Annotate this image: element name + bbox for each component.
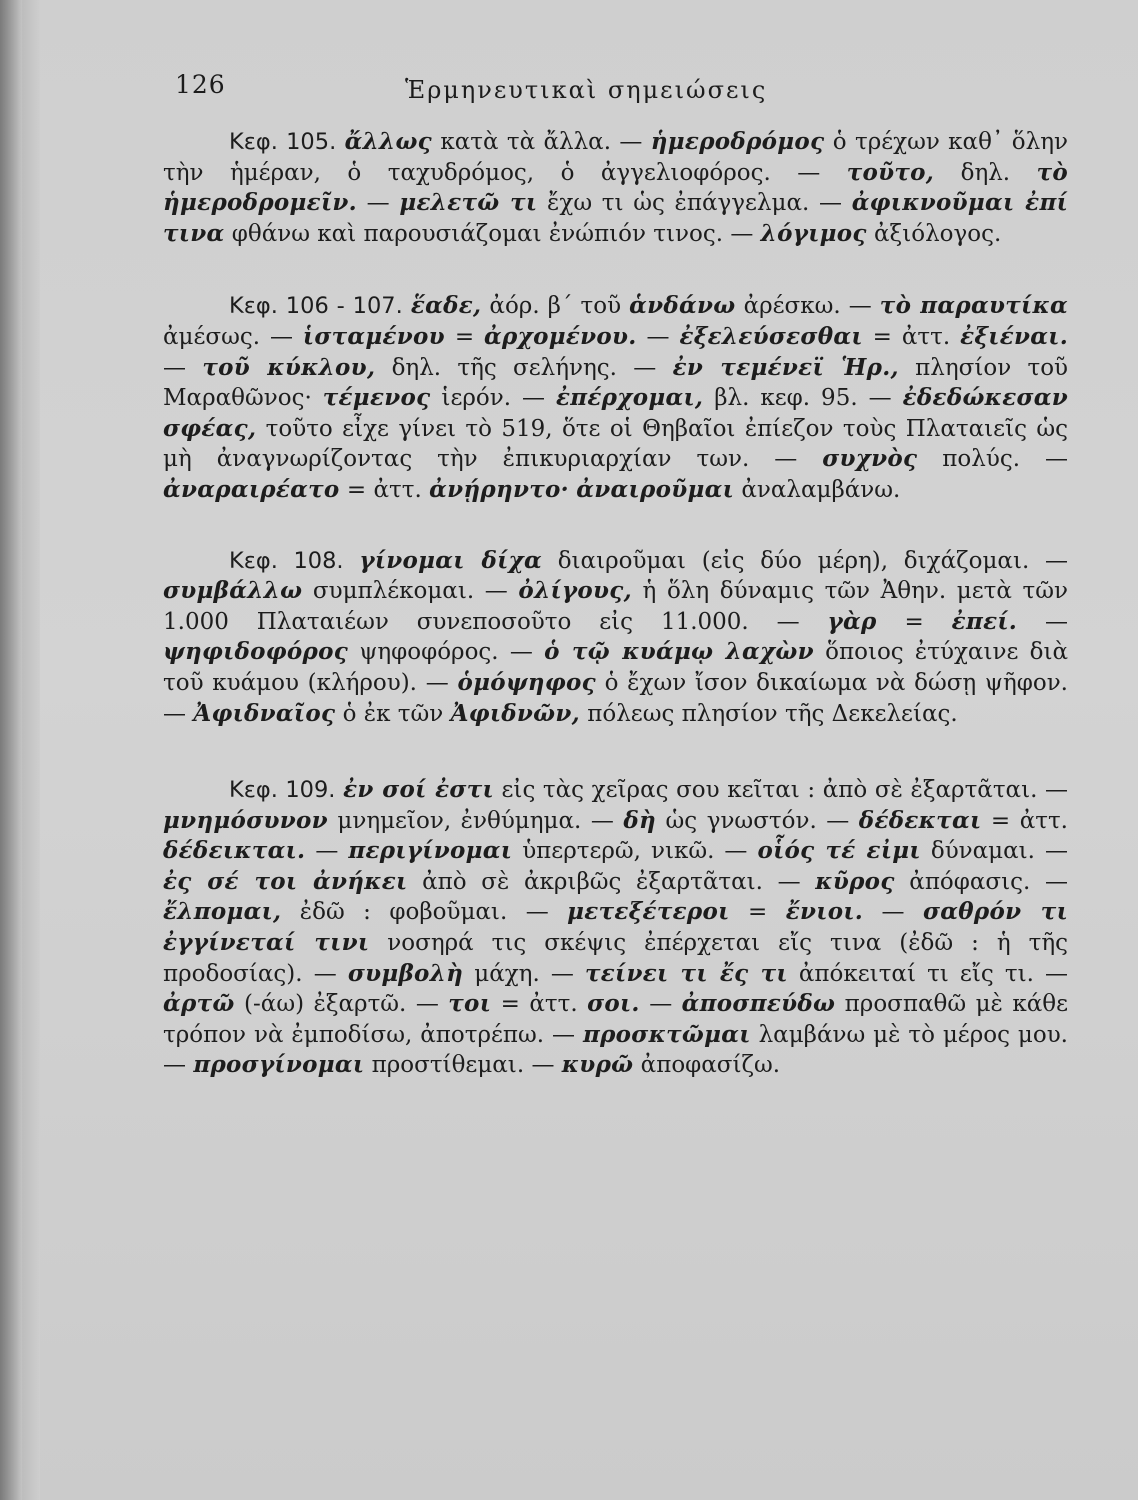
- page-number: 126: [175, 70, 226, 99]
- gloss-text: νοσηρά τις σκέψις ἐπέρχεται εἴς τινα (ἐδῶ : ἡ τῆς προδοσίας). —: [163, 930, 1069, 987]
- lemma-term: συχνὸς: [822, 445, 918, 473]
- lemma-term: συμβολὴ: [347, 959, 464, 987]
- gloss-text: ἔχω τι ὡς ἐπάγγελμα. —: [537, 190, 852, 217]
- chapter-note-105: [163, 127, 1068, 249]
- gloss-text: δηλ. τῆς σελήνης. —: [375, 354, 673, 381]
- lemma-term: ἀποσπεύδω: [681, 990, 836, 1018]
- gloss-text: τοῦτο εἶχε γίνει τὸ 519, ὅτε οἱ Θηβαῖοι ἐπίεζον τοὺς Πλαταιεῖς ὡς μὴ ἀναγνωρίζοντας τὴν ἐπικυριαρχίαν των. —: [163, 415, 1068, 473]
- lemma-term: ἐξελεύσεσθαι: [679, 322, 863, 350]
- lemma-term: δέδεκται: [858, 806, 982, 834]
- gloss-text: ἐδῶ : φοβοῦμαι. —: [281, 899, 568, 926]
- gloss-text: =: [876, 608, 952, 635]
- lemma-term: ἐδεδώκεσαν σφέας,: [163, 384, 1068, 442]
- lemma-term: ἀρτῶ: [163, 990, 235, 1018]
- lemma-term: ἐπεί.: [951, 607, 1018, 635]
- gloss-text: διαιροῦμαι (εἰς δύο μέρη), διχάζομαι. —: [541, 547, 1069, 574]
- lemma-term: κῦρος: [815, 867, 895, 895]
- gloss-text: εἰς τὰς χεῖρας σου κεῖται : ἀπὸ σὲ ἐξαρτᾶται. —: [493, 777, 1069, 804]
- lemma-term: οἷός τέ εἰμι: [757, 837, 921, 865]
- chapter-note-109: [163, 775, 1068, 1081]
- lemma-term: ὀλίγους,: [518, 577, 632, 605]
- gloss-text: ἀπόκειταί τι εἴς τι. —: [787, 960, 1069, 987]
- lemma-term: δὴ: [623, 806, 657, 834]
- lemma-term: ψηφιδοφόρος: [163, 638, 349, 666]
- lemma-term: γὰρ: [827, 607, 877, 635]
- commentary-body: [163, 127, 1068, 1123]
- gloss-text: —: [356, 190, 400, 217]
- lemma-term: ἄλλως: [344, 128, 432, 155]
- lemma-term: ἐς σέ τοι ἀνήκει: [163, 867, 408, 895]
- gloss-text: —: [636, 323, 680, 350]
- lemma-term: τοῦ κύκλου,: [202, 353, 376, 381]
- lemma-term: γίνομαι δίχα: [359, 546, 542, 574]
- gloss-text: πόλεως πλησίον τῆς Δεκελείας.: [579, 700, 958, 727]
- lemma-term: τοι: [448, 990, 492, 1018]
- gloss-text: προστίθεμαι. —: [364, 1052, 562, 1079]
- book-gutter-shadow: [0, 0, 22, 1500]
- lemma-term: κυρῶ: [561, 1051, 634, 1079]
- lemma-term: ἀναραιρέατο: [163, 475, 340, 503]
- gloss-text: ἀόρ. β´ τοῦ: [481, 293, 630, 320]
- gloss-text: ἀποφασίζω.: [633, 1052, 781, 1079]
- lemma-term: Ἀφιδναῖος: [193, 699, 336, 727]
- chapter-note-text: [163, 548, 1068, 727]
- book-gutter-edge: [22, 0, 40, 1500]
- lemma-term: τείνει τι ἔς τι: [585, 959, 788, 987]
- gloss-text: δηλ.: [934, 159, 1037, 186]
- gloss-text: ὡς γνωστόν. —: [656, 807, 859, 834]
- chapter-heading: Κεφ. 108.: [229, 547, 344, 574]
- lemma-term: δέδεικται.: [163, 837, 306, 865]
- gloss-text: ὁ ἔχων ἴσον δικαίωμα νὰ δώσῃ ψῆφον. —: [163, 669, 1068, 727]
- lemma-term: ἐν τεμένεϊ Ἡρ.,: [672, 353, 899, 381]
- gloss-text: ἱερόν. —: [430, 385, 556, 412]
- lemma-term: προσκτῶμαι: [582, 1020, 751, 1048]
- gloss-text: ὁ ἐκ τῶν: [335, 700, 451, 727]
- lemma-term: τὸ παραυτίκα: [879, 292, 1068, 320]
- gloss-text: = ἀττ.: [981, 807, 1068, 834]
- lemma-term: λόγιμος: [760, 219, 867, 247]
- chapter-note-text: [163, 293, 1068, 503]
- lemma-term: ὁμόψηφος: [457, 668, 596, 696]
- gloss-text: (-άω) ἐξαρτῶ. —: [234, 991, 449, 1018]
- lemma-term: ἁνδάνω: [629, 292, 736, 320]
- lemma-term: ἐπέρχομαι,: [555, 384, 704, 412]
- gloss-text: = ἀττ.: [491, 991, 588, 1018]
- lemma-term: ὁ τῷ κυάμῳ λαχὼν: [544, 638, 814, 666]
- running-title: Ἑρμηνευτικαὶ σημειώσεις: [405, 76, 768, 104]
- lemma-term: ἀφικνοῦμαι ἐπί τινα: [163, 189, 1069, 247]
- gloss-text: βλ. κεφ. 95. —: [703, 385, 903, 412]
- lemma-term: ἔνιοι.: [785, 898, 864, 926]
- gloss-text: ψηφοφόρος. —: [348, 639, 545, 666]
- lemma-term: ἀναιροῦμαι: [576, 475, 735, 503]
- chapter-heading: Κεφ. 105.: [229, 129, 337, 155]
- gloss-text: ὑπερτερῶ, νικῶ. —: [512, 838, 758, 865]
- lemma-term: σαθρόν τι ἐγγίνεταί τινι: [163, 898, 1069, 957]
- lemma-term: τέμενος: [322, 384, 431, 412]
- gloss-text: μάχη. —: [463, 960, 585, 987]
- lemma-term: μνημόσυνον: [163, 806, 328, 834]
- gloss-text: ὅποιος ἐτύχαινε διὰ τοῦ κυάμου (κλήρου). —: [163, 639, 1069, 696]
- chapter-note-108: [163, 546, 1068, 730]
- gloss-text: ἀμέσως. —: [163, 323, 303, 350]
- gloss-text: λαμβάνω μὲ τὸ μέρος μου. —: [163, 1021, 1068, 1079]
- gloss-text: =: [729, 899, 786, 926]
- gloss-text: ἀναλαμβάνω.: [734, 476, 901, 503]
- chapter-heading: Κεφ. 106 - 107.: [229, 293, 403, 320]
- gloss-text: δύναμαι. —: [920, 838, 1069, 865]
- gloss-text: πλησίον τοῦ Μαραθῶνος·: [163, 354, 1069, 412]
- lemma-term: μετεξέτεροι: [567, 898, 730, 926]
- chapter-heading: Κεφ. 109.: [229, 777, 336, 804]
- lemma-term: προσγίνομαι: [193, 1051, 365, 1079]
- lemma-term: ἀρχομένου.: [484, 322, 637, 350]
- page-header: [175, 70, 1075, 110]
- gloss-text: = ἀττ.: [339, 476, 430, 503]
- lemma-term: ἱσταμένου: [302, 322, 445, 350]
- lemma-term: μελετῶ τι: [399, 189, 538, 217]
- gloss-text: =: [444, 323, 485, 350]
- gloss-text: ἀξιόλογος.: [866, 220, 1002, 247]
- lemma-term: ἐν σοί ἐστι: [343, 776, 494, 804]
- chapter-note-text: [163, 777, 1068, 1078]
- gloss-text: πολύς. —: [917, 446, 1068, 473]
- gloss-text: —: [305, 838, 349, 865]
- gloss-text: μνημεῖον, ἐνθύμημα. —: [327, 807, 624, 834]
- lemma-term: συμβάλλω: [163, 577, 303, 605]
- lemma-term: ἐξιέναι.: [960, 322, 1069, 350]
- gloss-text: —: [163, 354, 203, 381]
- chapter-note-106-107: [163, 291, 1068, 505]
- gloss-text: ἀρέσκω. —: [735, 293, 880, 320]
- lemma-term: ἔλπομαι,: [163, 898, 282, 926]
- gloss-text: ἀπόφασις. —: [894, 868, 1068, 895]
- lemma-term: σοι.: [587, 990, 640, 1018]
- lemma-term: ἀνῄρηντο·: [429, 475, 569, 503]
- gloss-text: —: [1017, 608, 1068, 635]
- gloss-text: προσπαθῶ μὲ κάθε τρόπον νὰ ἐμποδίσω, ἀποτρέπω. —: [163, 991, 1068, 1048]
- gloss-text: —: [863, 899, 923, 926]
- lemma-term: περιγίνομαι: [348, 837, 513, 865]
- gloss-text: φθάνω καὶ παρουσιάζομαι ἐνώπιόν τινος. —: [224, 220, 761, 247]
- lemma-term: Ἀφιδνῶν,: [450, 699, 580, 727]
- gloss-text: —: [639, 991, 682, 1018]
- lemma-term: τὸ ἡμεροδρομεῖν.: [163, 158, 1068, 217]
- gloss-text: ὁ τρέχων καθ᾽ ὅλην τὴν ἡμέραν, ὁ ταχυδρόμος, ὁ ἀγγελιοφόρος. —: [163, 129, 1068, 186]
- gloss-text: ἡ ὅλη δύναμις τῶν Ἀθην. μετὰ τῶν 1.000 Πλαταιέων συνεποσοῦτο εἰς 11.000. —: [163, 578, 1069, 635]
- gloss-text: συμπλέκομαι. —: [302, 578, 519, 605]
- lemma-term: ἕαδε,: [410, 292, 482, 320]
- gloss-text: κατὰ τὰ ἄλλα. —: [431, 129, 651, 155]
- gloss-text: = ἀττ.: [862, 323, 961, 350]
- lemma-term: ἡμεροδρόμος: [650, 128, 825, 155]
- gloss-text: ἀπὸ σὲ ἀκριβῶς ἐξαρτᾶται. —: [407, 868, 816, 895]
- lemma-term: τοῦτο,: [846, 158, 935, 186]
